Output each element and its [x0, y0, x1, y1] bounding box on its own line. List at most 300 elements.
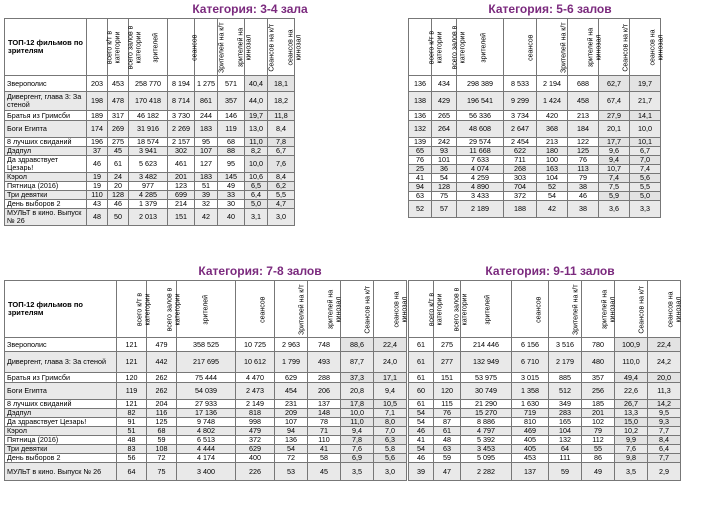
table-cell: 148: [308, 409, 341, 418]
table-cell: 8 194: [168, 76, 195, 92]
table-cell: 453: [512, 454, 549, 463]
table-cell: 121: [117, 352, 147, 373]
column-header-label: Зрителей на к/т: [298, 284, 306, 335]
table-cell: 37: [87, 147, 108, 156]
table-cell: 478: [108, 92, 129, 111]
table-cell: 110: [87, 191, 108, 200]
table-cell: 2 179: [549, 352, 582, 373]
column-header: [87, 19, 121, 76]
table-cell: 2 647: [504, 121, 537, 138]
table-cell: 55: [582, 445, 615, 454]
column-header: [409, 281, 443, 338]
table-cell: 357: [582, 373, 615, 383]
table-cell: 719: [512, 409, 549, 418]
table-cell: 59: [434, 454, 461, 463]
table-cell: 17,8: [341, 400, 374, 409]
table-cell: 3,1: [245, 209, 268, 226]
table-cell: 480: [582, 352, 615, 373]
table-cell: 46: [409, 427, 434, 436]
table-cell: 269: [108, 121, 129, 138]
table-row: [409, 463, 681, 481]
table-cell: 76: [434, 409, 461, 418]
table-cell: 165: [549, 418, 582, 427]
table-cell: 275: [434, 338, 461, 352]
table-cell: 54: [432, 174, 457, 183]
table-cell: 4 470: [236, 373, 275, 383]
table-corner-label: ТОП-12 фильмов по зрителям: [5, 281, 117, 338]
table-cell: 111: [549, 454, 582, 463]
table-row: [409, 192, 661, 201]
table-cell: 61: [409, 338, 434, 352]
table-cell: 454: [275, 383, 308, 400]
table-cell: 7,8: [341, 436, 374, 445]
table-cell: 2 194: [537, 76, 568, 92]
table-cell: 2 454: [504, 138, 537, 147]
table-cell: 479: [236, 427, 275, 436]
table-row: [5, 338, 407, 352]
table-cell: 33: [218, 191, 245, 200]
table-header-row: [409, 19, 661, 76]
column-header-label: всего к/т в категории: [428, 292, 443, 326]
table-cell: 104: [549, 427, 582, 436]
table-cell: 43: [87, 200, 108, 209]
table-cell: 5,5: [268, 191, 295, 200]
table-cell: 6,5: [245, 182, 268, 191]
table-cell: 405: [512, 445, 549, 454]
table-cell: 151: [434, 373, 461, 383]
table-cell: 91: [117, 418, 147, 427]
table-cell: 145: [218, 173, 245, 182]
table-cell: 119: [117, 383, 147, 400]
table-cell: 67,4: [599, 92, 630, 111]
table-cell: 453: [108, 76, 129, 92]
film-name: МУЛЬТ в кино. Выпуск № 26: [5, 209, 87, 226]
table-cell: 420: [537, 111, 568, 121]
table-cell: 20,0: [648, 373, 681, 383]
table-cell: 188: [504, 201, 537, 218]
table-cell: 8,4: [648, 436, 681, 445]
table-cell: 818: [236, 409, 275, 418]
table-cell: 493: [308, 352, 341, 373]
table-cell: 4 174: [177, 454, 236, 463]
table-cell: 46: [87, 156, 108, 173]
table-cell: 434: [432, 76, 457, 92]
table-cell: 45: [108, 147, 129, 156]
table-cell: 7,6: [341, 445, 374, 454]
column-header-label: всего залов в категории: [127, 25, 142, 69]
table-cell: 10,0: [245, 156, 268, 173]
table-cell: 704: [504, 183, 537, 192]
table-cell: 3,0: [374, 463, 407, 481]
table-cell: 11,0: [341, 418, 374, 427]
column-header: [549, 281, 582, 338]
table-cell: 123: [168, 182, 195, 191]
table-cell: 125: [568, 147, 599, 156]
table-cell: 196: [87, 138, 108, 147]
table-header-row: [5, 19, 295, 76]
column-header-label: всего к/т в категории: [428, 30, 443, 64]
table-cell: 9,3: [648, 418, 681, 427]
table-cell: 136: [409, 76, 432, 92]
table-cell: 861: [195, 92, 218, 111]
table-cell: 317: [108, 111, 129, 121]
table-cell: 10,7: [599, 165, 630, 174]
table-cell: 40: [218, 209, 245, 226]
table-cell: 49: [582, 463, 615, 481]
table-cell: 2 149: [236, 400, 275, 409]
table-cell: 68: [218, 138, 245, 147]
table-cell: 22,4: [374, 338, 407, 352]
table-cell: 6,7: [268, 147, 295, 156]
table-cell: 27,9: [599, 111, 630, 121]
table-cell: 137: [512, 463, 549, 481]
table-cell: 115: [434, 400, 461, 409]
table-cell: 7,7: [648, 427, 681, 436]
table-cell: 3,5: [615, 463, 648, 481]
table-cell: 3,0: [268, 209, 295, 226]
table-cell: 18,1: [268, 76, 295, 92]
table-cell: 275: [108, 138, 129, 147]
table-cell: 120: [434, 383, 461, 400]
column-header: [374, 281, 407, 338]
column-header-label: всего залов в категории: [453, 287, 468, 331]
film-name: Кэрол: [5, 427, 117, 436]
table-cell: 7,7: [648, 454, 681, 463]
stats-table: [4, 280, 407, 481]
table-cell: 288: [308, 373, 341, 383]
table-cell: 5 095: [461, 454, 512, 463]
table-cell: 48: [87, 209, 108, 226]
table-cell: 10,6: [245, 173, 268, 182]
table-cell: 268: [504, 165, 537, 174]
table-row: [5, 373, 407, 383]
column-header-label: сеансов на кинозал: [287, 28, 302, 66]
table-cell: 256: [582, 383, 615, 400]
table-cell: 54: [275, 445, 308, 454]
table-cell: 368: [537, 121, 568, 138]
table-cell: 185: [582, 400, 615, 409]
table-cell: 137: [308, 400, 341, 409]
table-cell: 20,8: [341, 383, 374, 400]
column-header-label: зрителей на кинозал: [587, 27, 602, 67]
table-cell: 54: [409, 445, 434, 454]
table-cell: 100: [537, 156, 568, 165]
table-cell: 61: [108, 156, 129, 173]
table-cell: 184: [568, 121, 599, 138]
table-cell: 4 444: [177, 445, 236, 454]
table-cell: 196 541: [457, 92, 504, 111]
table-cell: 127: [195, 156, 218, 173]
table-cell: 264: [432, 121, 457, 138]
table-cell: 128: [432, 183, 457, 192]
film-name: Боги Египта: [5, 121, 87, 138]
table-cell: 629: [275, 373, 308, 383]
table-cell: 21,7: [630, 92, 661, 111]
table-cell: 10,0: [341, 409, 374, 418]
table-cell: 180: [537, 147, 568, 156]
table-cell: 47: [434, 463, 461, 481]
table-row: [409, 111, 661, 121]
table-cell: 7,0: [374, 427, 407, 436]
table-cell: 58: [308, 454, 341, 463]
film-name: День выборов 2: [5, 454, 117, 463]
table-cell: 810: [512, 418, 549, 427]
film-name: Пятница (2016): [5, 182, 87, 191]
table-cell: 265: [432, 111, 457, 121]
column-header: [537, 19, 568, 76]
column-header: [341, 281, 374, 338]
table-cell: 46: [568, 192, 599, 201]
column-header: [582, 281, 615, 338]
table-cell: 479: [147, 338, 177, 352]
table-cell: 5,0: [245, 200, 268, 209]
table-cell: 4 797: [461, 427, 512, 436]
column-header: [308, 281, 341, 338]
film-name: Дэдпул: [5, 409, 117, 418]
table-cell: 46: [409, 454, 434, 463]
table-cell: 6,3: [374, 436, 407, 445]
table-cell: 8,4: [268, 121, 295, 138]
column-header-label: Зрителей на к/т: [560, 22, 568, 73]
column-header-label: Зрителей на к/т: [572, 284, 580, 335]
table-cell: 214: [168, 200, 195, 209]
table-cell: 78: [308, 418, 341, 427]
table-cell: 42: [195, 209, 218, 226]
table-cell: 7,8: [268, 138, 295, 147]
table-cell: 6 156: [512, 338, 549, 352]
table-cell: 7,5: [599, 183, 630, 192]
column-header-label: сеансов: [191, 34, 199, 61]
column-header: [117, 281, 151, 338]
column-header: [504, 19, 537, 76]
table-cell: 1 630: [512, 400, 549, 409]
film-name: Дивергент, глава 3: За стеной: [5, 352, 117, 373]
table-cell: 20: [108, 182, 129, 191]
table-cell: 119: [218, 121, 245, 138]
table-cell: 6 513: [177, 436, 236, 445]
table-corner-label: ТОП-12 фильмов по зрителям: [5, 19, 87, 76]
table-cell: 39: [409, 463, 434, 481]
table-cell: 780: [582, 338, 615, 352]
table-cell: 65: [409, 147, 432, 156]
table-cell: 231: [275, 400, 308, 409]
table-cell: 5 623: [129, 156, 168, 173]
column-header: [512, 281, 549, 338]
film-name: Зверополис: [5, 338, 117, 352]
stats-table: [408, 280, 681, 481]
table-row: [409, 92, 661, 111]
table-cell: 7,4: [599, 174, 630, 183]
column-header-label: всего к/т в категории: [106, 30, 121, 64]
table-row: [5, 209, 295, 226]
table-cell: 54 039: [177, 383, 236, 400]
table-cell: 6,2: [268, 182, 295, 191]
table-cell: 95: [195, 138, 218, 147]
table-cell: 10,5: [374, 400, 407, 409]
table-cell: 3 734: [504, 111, 537, 121]
film-name: Зверополис: [5, 76, 87, 92]
table-cell: 112: [582, 436, 615, 445]
table-row: [5, 352, 407, 373]
table-cell: 201: [582, 409, 615, 418]
table-cell: 79: [582, 427, 615, 436]
category-title: Категория: 5-6 залов: [488, 2, 612, 16]
table-cell: 61: [409, 400, 434, 409]
table-cell: 6,9: [341, 454, 374, 463]
column-header-label: сеансов: [535, 296, 543, 323]
table-cell: 6,4: [648, 445, 681, 454]
table-cell: 75: [432, 192, 457, 201]
column-header: [236, 281, 275, 338]
table-cell: 60: [409, 383, 434, 400]
table-cell: 72: [147, 454, 177, 463]
column-header: [599, 19, 630, 76]
column-header: [648, 281, 681, 338]
table-cell: 4 285: [129, 191, 168, 200]
table-cell: 14,2: [648, 400, 681, 409]
table-cell: 8,0: [374, 418, 407, 427]
table-cell: 458: [568, 92, 599, 111]
table-cell: 9,4: [341, 427, 374, 436]
table-cell: 8 533: [504, 76, 537, 92]
table-cell: 24,2: [648, 352, 681, 373]
film-name: 8 лучших свиданий: [5, 138, 87, 147]
table-row: [409, 338, 681, 352]
table-cell: 9,6: [599, 147, 630, 156]
table-cell: 3,5: [341, 463, 374, 481]
column-header-label: сеансов: [527, 34, 535, 61]
table-cell: 2 157: [168, 138, 195, 147]
table-cell: 49: [218, 182, 245, 191]
table-cell: 998: [236, 418, 275, 427]
table-cell: 512: [549, 383, 582, 400]
film-name: МУЛЬТ в кино. Выпуск № 26: [5, 463, 117, 481]
table-cell: 27 933: [177, 400, 236, 409]
table-cell: 469: [512, 427, 549, 436]
column-header-label: всего залов в категории: [166, 287, 181, 331]
table-cell: 622: [504, 147, 537, 156]
table-cell: 429: [432, 92, 457, 111]
table-cell: 17 136: [177, 409, 236, 418]
category-title: Категория: 9-11 залов: [485, 264, 615, 278]
table-cell: 9,8: [615, 454, 648, 463]
table-cell: 4 890: [457, 183, 504, 192]
table-cell: 298 389: [457, 76, 504, 92]
table-cell: 372: [236, 436, 275, 445]
film-name: Да здравствует Цезарь!: [5, 156, 87, 173]
table-cell: 19: [87, 173, 108, 182]
table-cell: 38: [568, 201, 599, 218]
table-cell: 7,4: [630, 165, 661, 174]
table-cell: 146: [218, 111, 245, 121]
table-row: [409, 76, 661, 92]
table-cell: 11,0: [245, 138, 268, 147]
table-cell: 7,0: [630, 156, 661, 165]
column-header-label: зрителей: [202, 294, 210, 325]
table-cell: 29 574: [457, 138, 504, 147]
table-cell: 48 608: [457, 121, 504, 138]
table-cell: 56 336: [457, 111, 504, 121]
table-cell: 10,2: [615, 427, 648, 436]
table-cell: 138: [409, 92, 432, 111]
table-row: [5, 383, 407, 400]
table-cell: 38: [568, 183, 599, 192]
table-cell: 71: [308, 427, 341, 436]
table-cell: 113: [568, 165, 599, 174]
film-name: Дивергент, глава 3: За стеной: [5, 92, 87, 111]
column-header-label: всего залов в категории: [451, 25, 466, 69]
table-cell: 262: [147, 383, 177, 400]
table-cell: 122: [568, 138, 599, 147]
column-header-label: сеансов: [259, 296, 267, 323]
table-cell: 53: [275, 463, 308, 481]
film-name: Три девятки: [5, 191, 87, 200]
table-row: [5, 121, 295, 138]
column-header: [630, 19, 664, 76]
table-cell: 87,7: [341, 352, 374, 373]
table-cell: 49,4: [615, 373, 648, 383]
table-cell: 19,7: [245, 111, 268, 121]
column-header: [409, 19, 443, 76]
table-cell: 206: [308, 383, 341, 400]
table-cell: 110,0: [615, 352, 648, 373]
table-cell: 8,2: [245, 147, 268, 156]
table-cell: 107: [195, 147, 218, 156]
table-row: [409, 352, 681, 373]
table-cell: 3 730: [168, 111, 195, 121]
table-row: [5, 454, 407, 463]
table-cell: 52: [409, 201, 432, 218]
table-cell: 442: [147, 352, 177, 373]
column-header: [168, 19, 199, 76]
table-cell: 8,4: [268, 173, 295, 182]
table-cell: 302: [168, 147, 195, 156]
table-cell: 711: [504, 156, 537, 165]
stats-table: [408, 18, 664, 218]
table-cell: 349: [549, 400, 582, 409]
table-header-row: [409, 281, 681, 338]
table-cell: 40,4: [245, 76, 268, 92]
table-cell: 136: [409, 111, 432, 121]
table-cell: 132: [549, 436, 582, 445]
table-cell: 72: [275, 454, 308, 463]
table-cell: 699: [168, 191, 195, 200]
table-cell: 5,6: [630, 174, 661, 183]
table-row: [409, 373, 681, 383]
table-cell: 5,9: [599, 192, 630, 201]
table-cell: 10 725: [236, 338, 275, 352]
table-cell: 86: [582, 454, 615, 463]
table-cell: 183: [195, 121, 218, 138]
table-cell: 42: [537, 201, 568, 218]
table-cell: 214 446: [461, 338, 512, 352]
table-cell: 19: [87, 182, 108, 191]
table-cell: 748: [308, 338, 341, 352]
table-cell: 977: [129, 182, 168, 191]
table-cell: 56: [117, 454, 147, 463]
table-cell: 20,1: [599, 121, 630, 138]
table-cell: 9,4: [374, 383, 407, 400]
table-cell: 2 473: [236, 383, 275, 400]
table-cell: 209: [275, 409, 308, 418]
table-cell: 32: [195, 200, 218, 209]
film-name: Братья из Гримсби: [5, 111, 87, 121]
table-cell: 1 358: [512, 383, 549, 400]
table-cell: 13,0: [245, 121, 268, 138]
film-name: Боги Египта: [5, 383, 117, 400]
table-cell: 2 189: [457, 201, 504, 218]
table-cell: 125: [147, 418, 177, 427]
